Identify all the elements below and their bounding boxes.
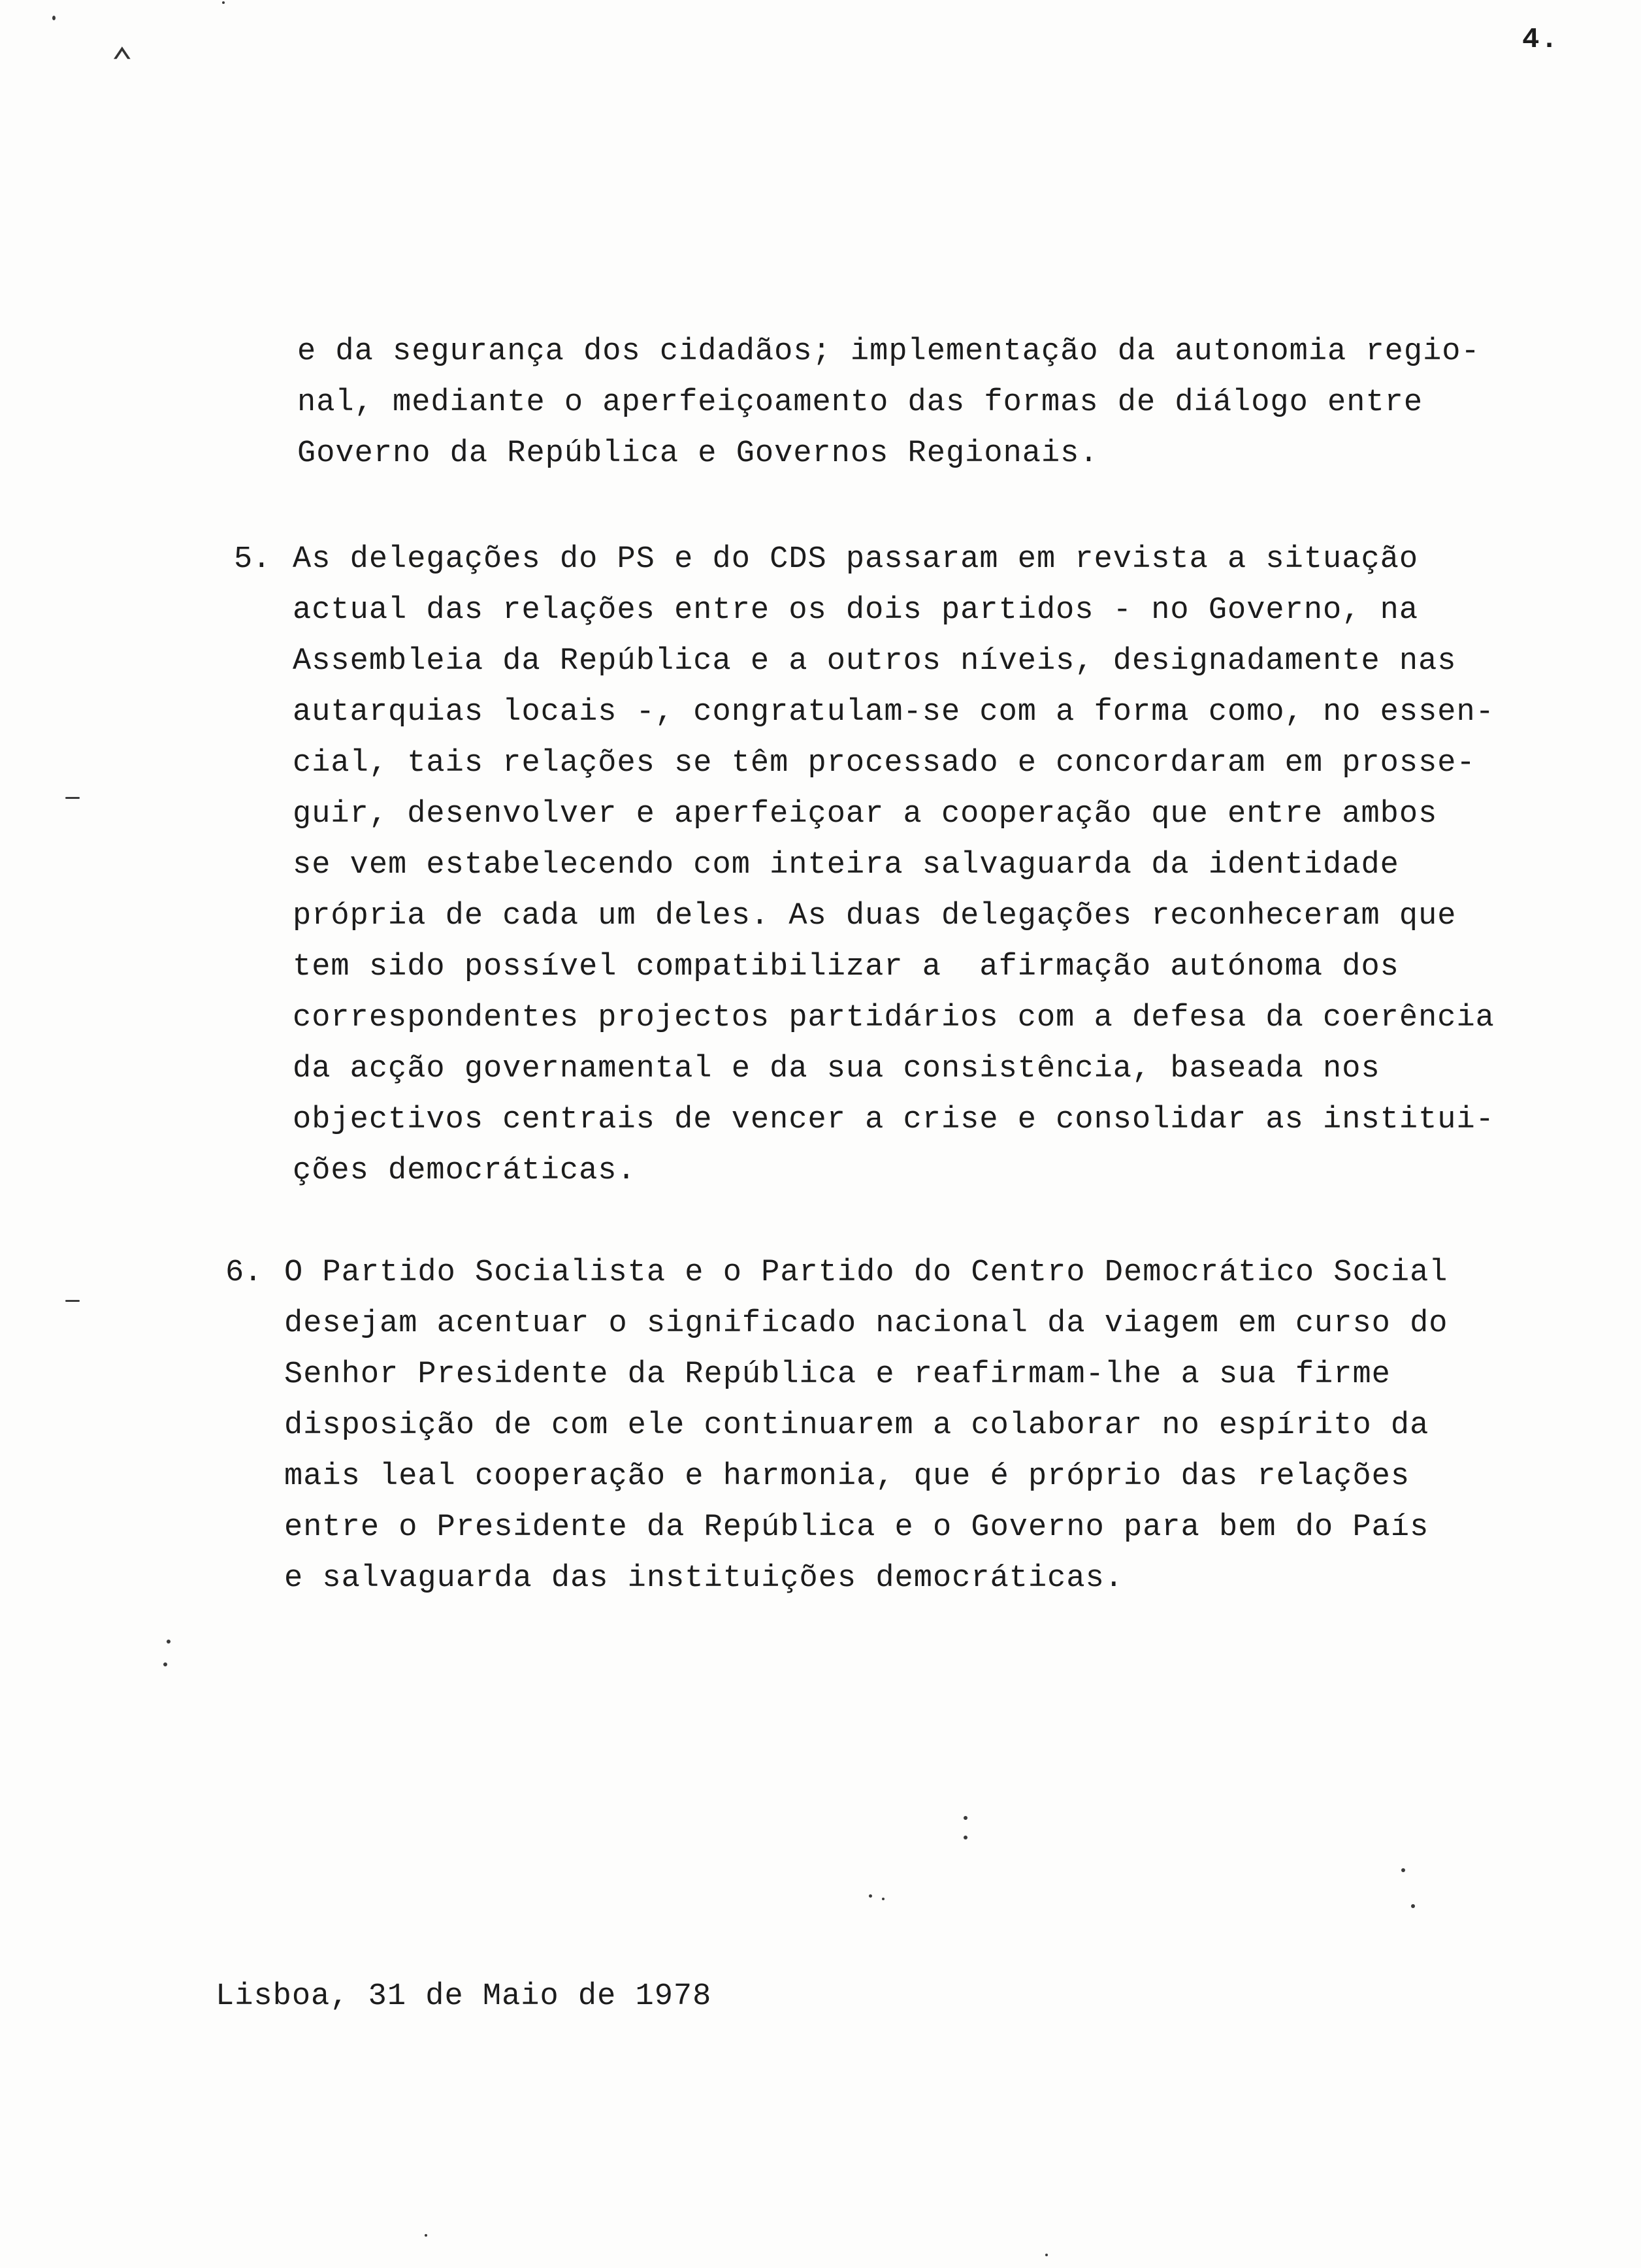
text-line: autarquias locais -, congratulam-se com a forma como, no essen- bbox=[293, 695, 1495, 730]
paragraph-number: 6. bbox=[225, 1256, 263, 1290]
scan-speck bbox=[882, 1898, 885, 1900]
paragraph-5 bbox=[293, 534, 1495, 1197]
scan-speck bbox=[167, 1640, 171, 1644]
scan-speck bbox=[65, 1300, 80, 1302]
scan-speck bbox=[425, 2234, 427, 2237]
text-line: própria de cada um deles. As duas delegações reconheceram que bbox=[293, 899, 1457, 933]
text-line: e salvaguarda das instituições democráticas. bbox=[284, 1561, 1124, 1596]
place-date: Lisboa, 31 de Maio de 1978 bbox=[216, 1979, 712, 2014]
text-line: cial, tais relações se têm processado e concordaram em prosse- bbox=[293, 746, 1476, 781]
text-line: se vem estabelecendo com inteira salvaguarda da identidade bbox=[293, 848, 1399, 883]
text-line: mais leal cooperação e harmonia, que é próprio das relações bbox=[284, 1459, 1410, 1494]
continuation-paragraph bbox=[297, 327, 1480, 479]
scan-speck bbox=[964, 1836, 967, 1839]
scan-mark: ⌃ bbox=[111, 43, 133, 85]
paragraph-6 bbox=[284, 1248, 1448, 1604]
text-line: tem sido possível compatibilizar a afirmação autónoma dos bbox=[293, 950, 1399, 984]
text-line: Assembleia da República e a outros níveis, designadamente nas bbox=[293, 644, 1457, 679]
text-line: da acção governamental e da sua consistência, baseada nos bbox=[293, 1052, 1380, 1086]
text-line: correspondentes projectos partidários com a defesa da coerência bbox=[293, 1001, 1495, 1035]
text-line: disposição de com ele continuarem a colaborar no espírito da bbox=[284, 1408, 1429, 1443]
scan-speck bbox=[52, 16, 56, 20]
text-line: desejam acentuar o significado nacional da viagem em curso do bbox=[284, 1306, 1448, 1341]
page-number: 4. bbox=[1522, 24, 1559, 56]
paragraph-number: 5. bbox=[234, 542, 271, 577]
text-line: As delegações do PS e do CDS passaram em revista a situação bbox=[293, 542, 1419, 577]
text-line: ções democráticas. bbox=[293, 1154, 636, 1188]
scan-speck bbox=[222, 1, 225, 4]
text-line: Governo da República e Governos Regionais. bbox=[297, 436, 1099, 471]
text-line: objectivos centrais de vencer a crise e consolidar as institui- bbox=[293, 1103, 1495, 1137]
text-line: nal, mediante o aperfeiçoamento das formas de diálogo entre bbox=[297, 385, 1423, 420]
text-line: actual das relações entre os dois partidos - no Governo, na bbox=[293, 593, 1419, 628]
text-line: entre o Presidente da República e o Governo para bem do País bbox=[284, 1510, 1429, 1545]
scan-speck bbox=[65, 797, 80, 799]
text-line: e da segurança dos cidadãos; implementação da autonomia regio- bbox=[297, 334, 1480, 369]
scan-speck bbox=[163, 1662, 167, 1666]
scan-speck bbox=[869, 1894, 872, 1898]
scan-speck bbox=[1411, 1904, 1415, 1908]
text-line: Senhor Presidente da República e reafirmam-lhe a sua firme bbox=[284, 1357, 1391, 1392]
text-line: guir, desenvolver e aperfeiçoar a cooperação que entre ambos bbox=[293, 797, 1438, 832]
scan-speck bbox=[964, 1816, 967, 1820]
text-line: O Partido Socialista e o Partido do Centro Democrático Social bbox=[284, 1256, 1448, 1290]
scan-speck bbox=[1045, 2254, 1048, 2256]
scan-speck bbox=[1401, 1868, 1405, 1872]
